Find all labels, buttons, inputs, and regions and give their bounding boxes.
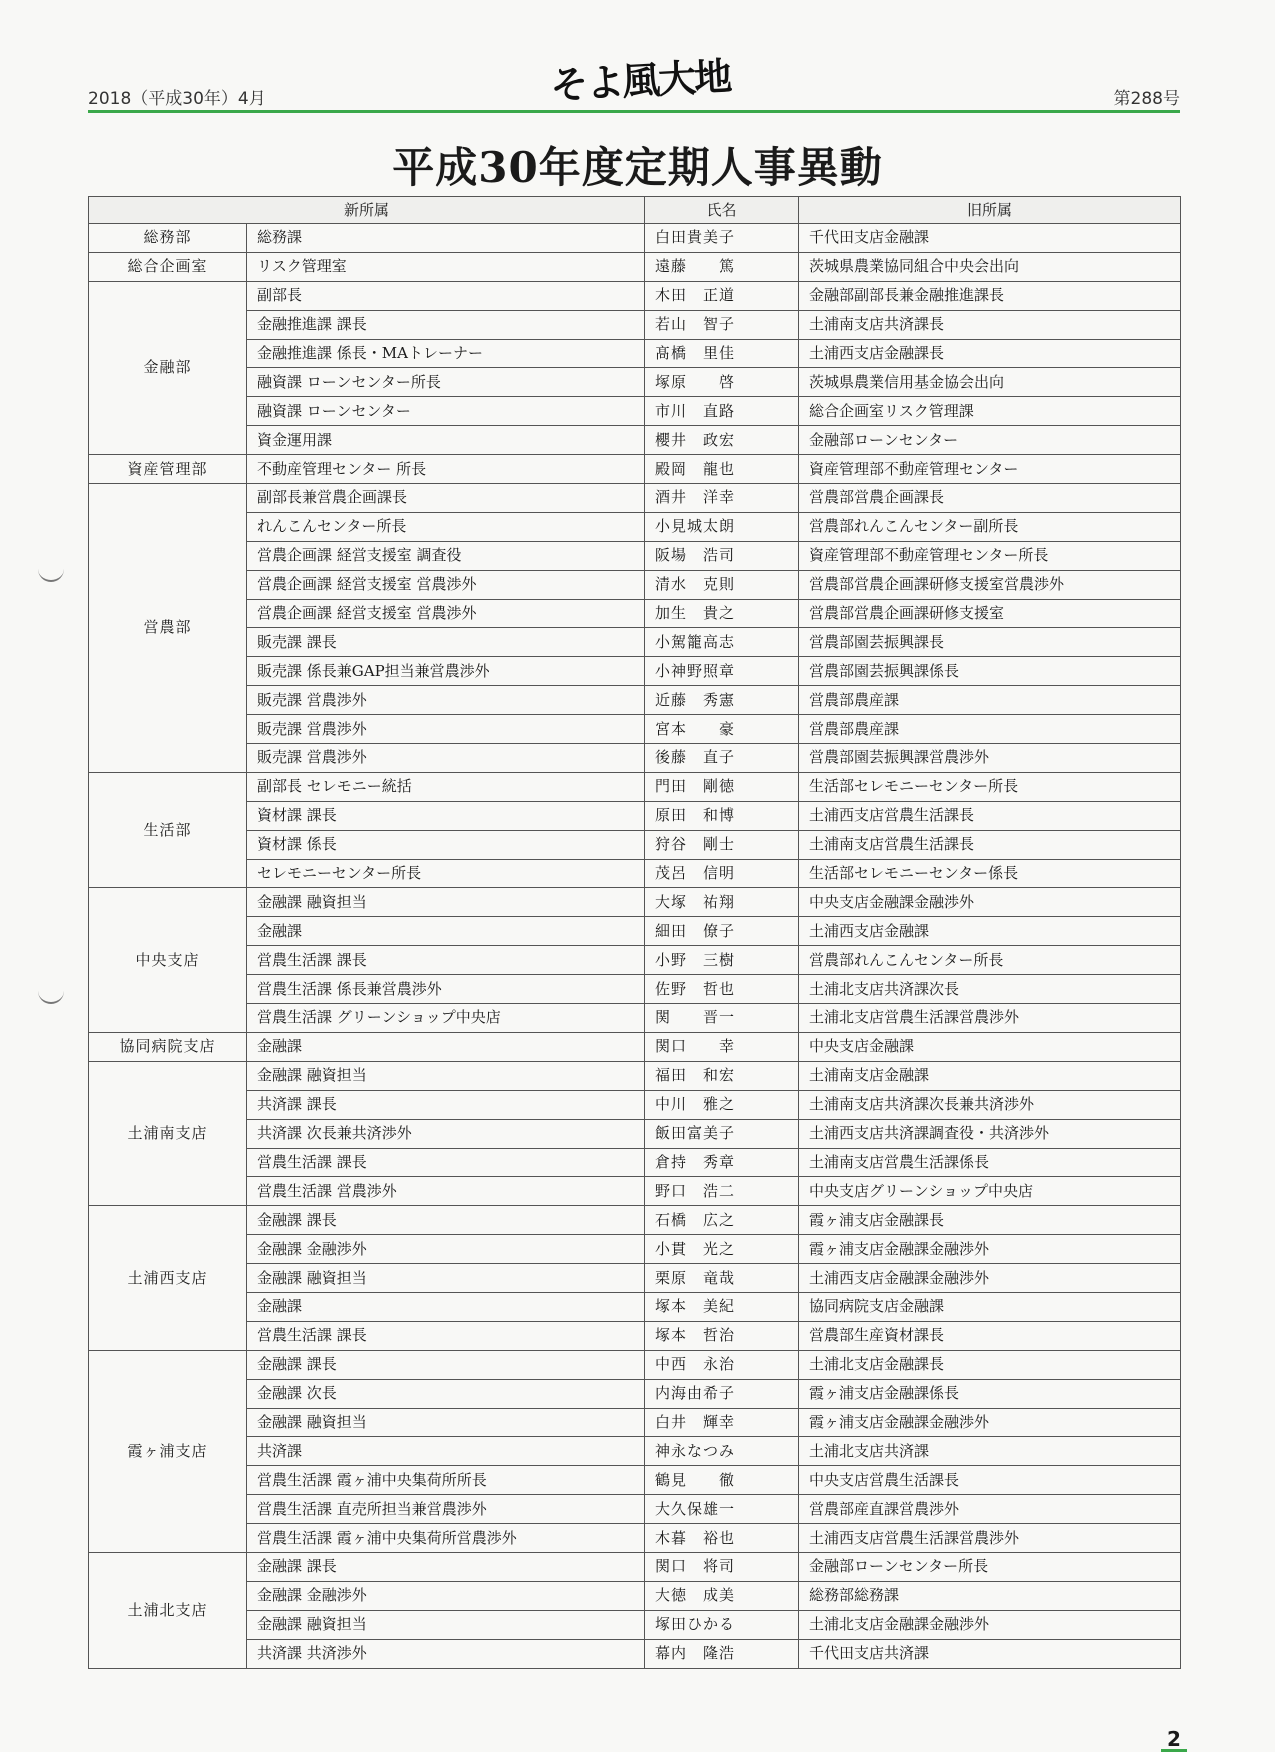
table-row [89, 1292, 1181, 1321]
previous-affiliation-cell: 営農部園芸振興課営農渉外 [799, 744, 1181, 773]
previous-affiliation-cell: 土浦南支店共済課長 [799, 310, 1181, 339]
position-cell: 不動産管理センター 所長 [247, 455, 645, 484]
table-row [89, 1350, 1181, 1379]
previous-affiliation-cell: 土浦西支店営農生活課長 [799, 801, 1181, 830]
previous-affiliation-cell: 営農部園芸振興課係長 [799, 657, 1181, 686]
previous-affiliation-cell: 土浦北支店金融課金融渉外 [799, 1610, 1181, 1639]
previous-affiliation-cell: 土浦南支店金融課 [799, 1061, 1181, 1090]
table-row [89, 772, 1181, 801]
issue-number: 第288号 [1113, 89, 1180, 109]
position-cell: 資材課 課長 [247, 801, 645, 830]
table-row [89, 484, 1181, 513]
name-cell: 塚原 啓 [645, 368, 799, 397]
previous-affiliation-cell: 営農部営農企画課研修支援室 [799, 599, 1181, 628]
previous-affiliation-cell: 中央支店グリーンショップ中央店 [799, 1177, 1181, 1206]
table-row [89, 975, 1181, 1004]
name-cell: 大徳 成美 [645, 1581, 799, 1610]
name-cell: 清水 克則 [645, 570, 799, 599]
table-row [89, 1408, 1181, 1437]
position-cell: 金融課 融資担当 [247, 1610, 645, 1639]
previous-affiliation-cell: 土浦南支店営農生活課長 [799, 830, 1181, 859]
position-cell: 営農生活課 課長 [247, 1321, 645, 1350]
name-cell: 飯田富美子 [645, 1119, 799, 1148]
department-cell: 協同病院支店 [89, 1032, 247, 1061]
table-row [89, 628, 1181, 657]
position-cell: 営農生活課 直売所担当兼営農渉外 [247, 1495, 645, 1524]
department-cell: 総合企画室 [89, 252, 247, 281]
position-cell: 共済課 共済渉外 [247, 1639, 645, 1668]
table-row [89, 686, 1181, 715]
position-cell: 営農生活課 霞ヶ浦中央集荷所営農渉外 [247, 1524, 645, 1553]
name-cell: 若山 智子 [645, 310, 799, 339]
position-cell: 金融課 課長 [247, 1206, 645, 1235]
name-cell: 幕内 隆浩 [645, 1639, 799, 1668]
column-header-name: 氏名 [645, 197, 799, 224]
previous-affiliation-cell: 土浦南支店共済課次長兼共済渉外 [799, 1090, 1181, 1119]
position-cell: 販売課 営農渉外 [247, 686, 645, 715]
name-cell: 加生 貴之 [645, 599, 799, 628]
name-cell: 関口 将司 [645, 1552, 799, 1581]
table-row [89, 1004, 1181, 1033]
previous-affiliation-cell: 土浦西支店金融課長 [799, 339, 1181, 368]
previous-affiliation-cell: 総務部総務課 [799, 1581, 1181, 1610]
name-cell: 塚本 哲治 [645, 1321, 799, 1350]
table-row [89, 1235, 1181, 1264]
name-cell: 櫻井 政宏 [645, 426, 799, 455]
department-cell: 総務部 [89, 224, 247, 253]
table-row [89, 1581, 1181, 1610]
table-row [89, 1552, 1181, 1581]
position-cell: 共済課 課長 [247, 1090, 645, 1119]
department-cell: 中央支店 [89, 888, 247, 1032]
name-cell: 宮本 豪 [645, 715, 799, 744]
previous-affiliation-cell: 土浦西支店金融課金融渉外 [799, 1264, 1181, 1293]
name-cell: 白田貴美子 [645, 224, 799, 253]
position-cell: 金融課 次長 [247, 1379, 645, 1408]
header-divider [88, 110, 1180, 113]
position-cell: 営農生活課 課長 [247, 946, 645, 975]
position-cell: 営農生活課 霞ヶ浦中央集荷所所長 [247, 1466, 645, 1495]
position-cell: 販売課 営農渉外 [247, 715, 645, 744]
department-cell: 土浦南支店 [89, 1061, 247, 1205]
binder-hole [38, 566, 64, 582]
issue-date: 2018（平成30年）4月 [88, 89, 266, 109]
table-row [89, 801, 1181, 830]
previous-affiliation-cell: 営農部れんこんセンター副所長 [799, 512, 1181, 541]
department-cell: 営農部 [89, 484, 247, 773]
table-header-row [89, 197, 1181, 224]
name-cell: 倉持 秀章 [645, 1148, 799, 1177]
name-cell: 遠藤 篤 [645, 252, 799, 281]
table-row [89, 570, 1181, 599]
name-cell: 小駕籠高志 [645, 628, 799, 657]
name-cell: 塚本 美紀 [645, 1292, 799, 1321]
previous-affiliation-cell: 中央支店金融課 [799, 1032, 1181, 1061]
newsletter-logo: そよ風大地 [549, 54, 732, 108]
table-row [89, 512, 1181, 541]
position-cell: セレモニーセンター所長 [247, 859, 645, 888]
name-cell: 阪場 浩司 [645, 541, 799, 570]
table-row [89, 1321, 1181, 1350]
table-row [89, 1639, 1181, 1668]
previous-affiliation-cell: 土浦西支店営農生活課営農渉外 [799, 1524, 1181, 1553]
previous-affiliation-cell: 営農部園芸振興課長 [799, 628, 1181, 657]
name-cell: 白井 輝幸 [645, 1408, 799, 1437]
position-cell: 営農生活課 営農渉外 [247, 1177, 645, 1206]
position-cell: 営農生活課 課長 [247, 1148, 645, 1177]
table-row [89, 657, 1181, 686]
previous-affiliation-cell: 中央支店金融課金融渉外 [799, 888, 1181, 917]
previous-affiliation-cell: 協同病院支店金融課 [799, 1292, 1181, 1321]
position-cell: 副部長 [247, 281, 645, 310]
name-cell: 後藤 直子 [645, 744, 799, 773]
previous-affiliation-cell: 土浦北支店営農生活課営農渉外 [799, 1004, 1181, 1033]
previous-affiliation-cell: 営農部農産課 [799, 686, 1181, 715]
position-cell: 販売課 係長兼GAP担当兼営農渉外 [247, 657, 645, 686]
position-cell: 営農企画課 経営支援室 営農渉外 [247, 570, 645, 599]
previous-affiliation-cell: 営農部れんこんセンター所長 [799, 946, 1181, 975]
table-row [89, 1264, 1181, 1293]
table-row [89, 1610, 1181, 1639]
page-number: 2 [1161, 1727, 1187, 1752]
position-cell: 共済課 次長兼共済渉外 [247, 1119, 645, 1148]
previous-affiliation-cell: 生活部セレモニーセンター所長 [799, 772, 1181, 801]
previous-affiliation-cell: 生活部セレモニーセンター係長 [799, 859, 1181, 888]
previous-affiliation-cell: 営農部営農企画課研修支援室営農渉外 [799, 570, 1181, 599]
name-cell: 関口 幸 [645, 1032, 799, 1061]
position-cell: 金融推進課 係長・MAトレーナー [247, 339, 645, 368]
name-cell: 木暮 裕也 [645, 1524, 799, 1553]
binder-hole [38, 988, 64, 1004]
position-cell: 営農生活課 係長兼営農渉外 [247, 975, 645, 1004]
position-cell: 共済課 [247, 1437, 645, 1466]
previous-affiliation-cell: 資産管理部不動産管理センター [799, 455, 1181, 484]
position-cell: 営農企画課 経営支援室 調査役 [247, 541, 645, 570]
table-row [89, 281, 1181, 310]
department-cell: 生活部 [89, 772, 247, 888]
name-cell: 小神野照章 [645, 657, 799, 686]
department-cell: 土浦西支店 [89, 1206, 247, 1350]
position-cell: 金融課 [247, 917, 645, 946]
previous-affiliation-cell: 土浦北支店共済課次長 [799, 975, 1181, 1004]
table-row [89, 830, 1181, 859]
table-row [89, 715, 1181, 744]
table-row [89, 224, 1181, 253]
table-row [89, 397, 1181, 426]
previous-affiliation-cell: 金融部副部長兼金融推進課長 [799, 281, 1181, 310]
table-row [89, 1437, 1181, 1466]
previous-affiliation-cell: 金融部ローンセンター [799, 426, 1181, 455]
name-cell: 中川 雅之 [645, 1090, 799, 1119]
position-cell: 金融推進課 課長 [247, 310, 645, 339]
position-cell: 副部長 セレモニー統括 [247, 772, 645, 801]
position-cell: 金融課 融資担当 [247, 1264, 645, 1293]
table-row [89, 888, 1181, 917]
previous-affiliation-cell: 営農部農産課 [799, 715, 1181, 744]
table-row [89, 1032, 1181, 1061]
position-cell: 営農生活課 グリーンショップ中央店 [247, 1004, 645, 1033]
previous-affiliation-cell: 霞ヶ浦支店金融課金融渉外 [799, 1408, 1181, 1437]
table-row [89, 946, 1181, 975]
name-cell: 細田 僚子 [645, 917, 799, 946]
name-cell: 大久保雄一 [645, 1495, 799, 1524]
previous-affiliation-cell: 中央支店営農生活課長 [799, 1466, 1181, 1495]
table-row [89, 1206, 1181, 1235]
previous-affiliation-cell: 営農部営農企画課長 [799, 484, 1181, 513]
column-header-new-affiliation: 新所属 [89, 197, 645, 224]
name-cell: 石橋 広之 [645, 1206, 799, 1235]
position-cell: 総務課 [247, 224, 645, 253]
name-cell: 塚田ひかる [645, 1610, 799, 1639]
position-cell: 融資課 ローンセンター所長 [247, 368, 645, 397]
previous-affiliation-cell: 資産管理部不動産管理センター所長 [799, 541, 1181, 570]
previous-affiliation-cell: 金融部ローンセンター所長 [799, 1552, 1181, 1581]
position-cell: 資材課 係長 [247, 830, 645, 859]
name-cell: 大塚 祐翔 [645, 888, 799, 917]
position-cell: リスク管理室 [247, 252, 645, 281]
previous-affiliation-cell: 土浦北支店金融課長 [799, 1350, 1181, 1379]
previous-affiliation-cell: 土浦南支店営農生活課係長 [799, 1148, 1181, 1177]
previous-affiliation-cell: 営農部産直課営農渉外 [799, 1495, 1181, 1524]
table-row [89, 252, 1181, 281]
position-cell: 融資課 ローンセンター [247, 397, 645, 426]
position-cell: 金融課 金融渉外 [247, 1581, 645, 1610]
table-row [89, 1495, 1181, 1524]
table-row [89, 744, 1181, 773]
name-cell: 狩谷 剛士 [645, 830, 799, 859]
table-row [89, 310, 1181, 339]
position-cell: 金融課 [247, 1292, 645, 1321]
previous-affiliation-cell: 千代田支店共済課 [799, 1639, 1181, 1668]
name-cell: 酒井 洋幸 [645, 484, 799, 513]
position-cell: 販売課 営農渉外 [247, 744, 645, 773]
previous-affiliation-cell: 霞ヶ浦支店金融課長 [799, 1206, 1181, 1235]
table-row [89, 1090, 1181, 1119]
table-row [89, 1177, 1181, 1206]
name-cell: 原田 和博 [645, 801, 799, 830]
personnel-table [88, 196, 1181, 1669]
previous-affiliation-cell: 営農部生産資材課長 [799, 1321, 1181, 1350]
previous-affiliation-cell: 総合企画室リスク管理課 [799, 397, 1181, 426]
position-cell: 金融課 融資担当 [247, 888, 645, 917]
department-cell: 資産管理部 [89, 455, 247, 484]
name-cell: 佐野 哲也 [645, 975, 799, 1004]
previous-affiliation-cell: 茨城県農業信用基金協会出向 [799, 368, 1181, 397]
table-row [89, 1379, 1181, 1408]
name-cell: 福田 和宏 [645, 1061, 799, 1090]
name-cell: 近藤 秀憲 [645, 686, 799, 715]
department-cell: 土浦北支店 [89, 1552, 247, 1668]
column-header-old-affiliation: 旧所属 [799, 197, 1181, 224]
name-cell: 市川 直路 [645, 397, 799, 426]
name-cell: 小野 三樹 [645, 946, 799, 975]
department-cell: 金融部 [89, 281, 247, 454]
table-row [89, 1061, 1181, 1090]
previous-affiliation-cell: 土浦西支店共済課調査役・共済渉外 [799, 1119, 1181, 1148]
table-row [89, 339, 1181, 368]
position-cell: 営農企画課 経営支援室 営農渉外 [247, 599, 645, 628]
table-row [89, 859, 1181, 888]
name-cell: 野口 浩二 [645, 1177, 799, 1206]
name-cell: 小見城太朗 [645, 512, 799, 541]
position-cell: 金融課 課長 [247, 1552, 645, 1581]
previous-affiliation-cell: 霞ヶ浦支店金融課金融渉外 [799, 1235, 1181, 1264]
previous-affiliation-cell: 土浦西支店金融課 [799, 917, 1181, 946]
position-cell: 販売課 課長 [247, 628, 645, 657]
name-cell: 髙橋 里佳 [645, 339, 799, 368]
table-row [89, 1466, 1181, 1495]
name-cell: 中西 永治 [645, 1350, 799, 1379]
table-row [89, 1524, 1181, 1553]
previous-affiliation-cell: 茨城県農業協同組合中央会出向 [799, 252, 1181, 281]
table-row [89, 426, 1181, 455]
previous-affiliation-cell: 霞ヶ浦支店金融課係長 [799, 1379, 1181, 1408]
name-cell: 門田 剛徳 [645, 772, 799, 801]
previous-affiliation-cell: 土浦北支店共済課 [799, 1437, 1181, 1466]
position-cell: 金融課 融資担当 [247, 1061, 645, 1090]
table-row [89, 1148, 1181, 1177]
table-row [89, 368, 1181, 397]
name-cell: 小貫 光之 [645, 1235, 799, 1264]
table-row [89, 917, 1181, 946]
position-cell: 副部長兼営農企画課長 [247, 484, 645, 513]
page-title: 平成30年度定期人事異動 [392, 143, 883, 192]
position-cell: 金融課 融資担当 [247, 1408, 645, 1437]
table-row [89, 599, 1181, 628]
position-cell: 金融課 [247, 1032, 645, 1061]
name-cell: 木田 正道 [645, 281, 799, 310]
name-cell: 神永なつみ [645, 1437, 799, 1466]
table-row [89, 1119, 1181, 1148]
name-cell: 内海由希子 [645, 1379, 799, 1408]
name-cell: 茂呂 信明 [645, 859, 799, 888]
table-row [89, 541, 1181, 570]
table-body [89, 224, 1181, 1669]
name-cell: 鶴見 徹 [645, 1466, 799, 1495]
name-cell: 殿岡 龍也 [645, 455, 799, 484]
position-cell: 金融課 課長 [247, 1350, 645, 1379]
position-cell: 資金運用課 [247, 426, 645, 455]
name-cell: 関 晋一 [645, 1004, 799, 1033]
previous-affiliation-cell: 千代田支店金融課 [799, 224, 1181, 253]
department-cell: 霞ヶ浦支店 [89, 1350, 247, 1552]
table-row [89, 455, 1181, 484]
name-cell: 栗原 竜哉 [645, 1264, 799, 1293]
position-cell: れんこんセンター所長 [247, 512, 645, 541]
position-cell: 金融課 金融渉外 [247, 1235, 645, 1264]
